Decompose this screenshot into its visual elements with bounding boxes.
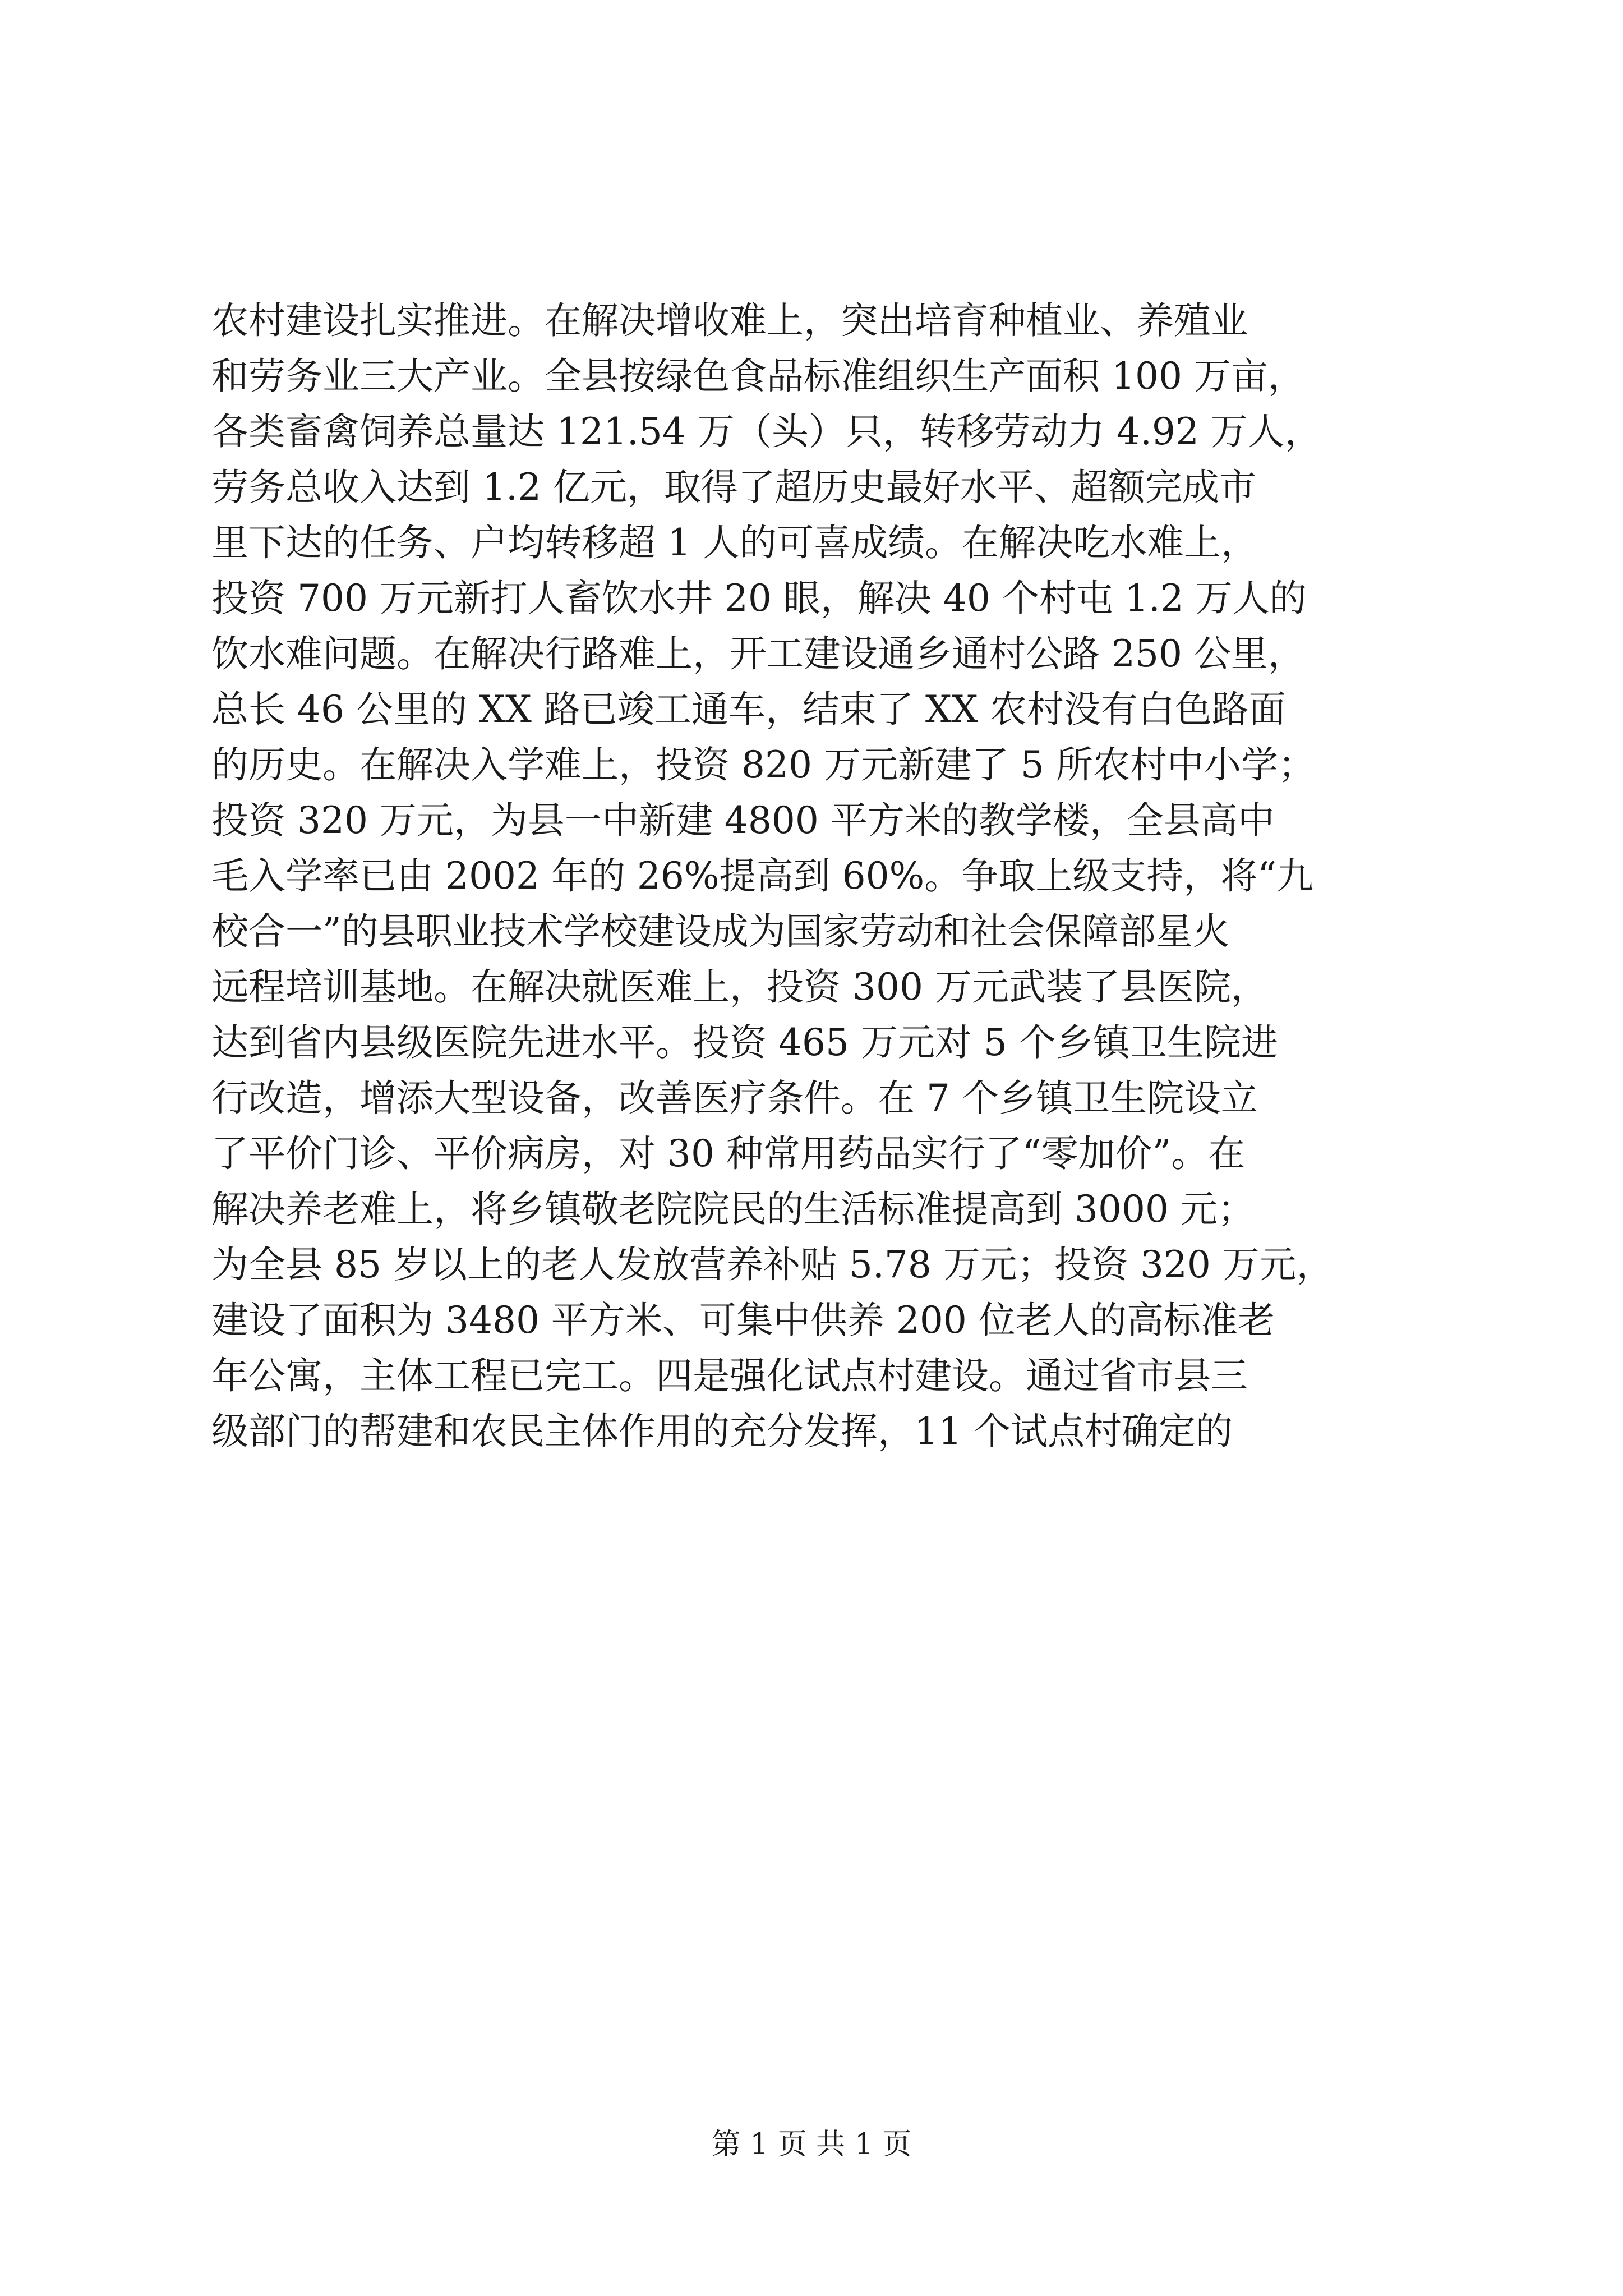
body-line: 为全县 85 岁以上的老人发放营养补贴 5.78 万元；投资 320 万元， xyxy=(211,1243,1334,1286)
body-line: 年公寓，主体工程已完工。四是强化试点村建设。通过省市县三 xyxy=(211,1354,1248,1397)
page-footer: 第 1 页 共 1 页 xyxy=(711,2128,912,2161)
body-line: 解决养老难上，将乡镇敬老院院民的生活标准提高到 3000 元； xyxy=(211,1188,1255,1231)
body-line: 远程培训基地。在解决就医难上，投资 300 万元武装了县医院， xyxy=(211,965,1268,1009)
document-body xyxy=(211,293,1468,1459)
body-line: 建设了面积为 3480 平方米、可集中供养 200 位老人的高标准老 xyxy=(211,1299,1275,1342)
body-line: 农村建设扎实推进。在解决增收难上，突出培育种植业、养殖业 xyxy=(211,299,1248,342)
body-line: 里下达的任务、户均转移超 1 人的可喜成绩。在解决吃水难上， xyxy=(211,521,1258,564)
body-line: 各类畜禽饲养总量达 121.54 万（头）只，转移劳动力 4.92 万人， xyxy=(211,410,1322,453)
body-line: 和劳务业三大产业。全县按绿色食品标准组织生产面积 100 万亩， xyxy=(211,355,1305,398)
body-line: 投资 700 万元新打人畜饮水井 20 眼，解决 40 个村屯 1.2 万人的 xyxy=(211,577,1307,620)
body-line: 投资 320 万元，为县一中新建 4800 平方米的教学楼，全县高中 xyxy=(211,799,1275,842)
body-line: 校合一”的县职业技术学校建设成为国家劳动和社会保障部星火 xyxy=(211,910,1230,953)
body-line: 毛入学率已由 2002 年的 26%提高到 60%。争取上级支持，将“九 xyxy=(211,854,1314,898)
body-line: 级部门的帮建和农民主体作用的充分发挥，11 个试点村确定的 xyxy=(211,1410,1233,1453)
body-line: 了平价门诊、平价病房，对 30 种常用药品实行了“零加价”。在 xyxy=(211,1132,1246,1175)
body-line: 达到省内县级医院先进水平。投资 465 万元对 5 个乡镇卫生院进 xyxy=(211,1021,1278,1064)
body-line: 饮水难问题。在解决行路难上，开工建设通乡通村公路 250 公里， xyxy=(211,632,1305,675)
body-line: 行改造，增添大型设备，改善医疗条件。在 7 个乡镇卫生院设立 xyxy=(211,1076,1258,1120)
body-line: 的历史。在解决入学难上，投资 820 万元新建了 5 所农村中小学； xyxy=(211,743,1315,786)
body-line: 总长 46 公里的 XX 路已竣工通车，结束了 XX 农村没有白色路面 xyxy=(211,688,1286,731)
body-line: 劳务总收入达到 1.2 亿元，取得了超历史最好水平、超额完成市 xyxy=(211,466,1256,509)
